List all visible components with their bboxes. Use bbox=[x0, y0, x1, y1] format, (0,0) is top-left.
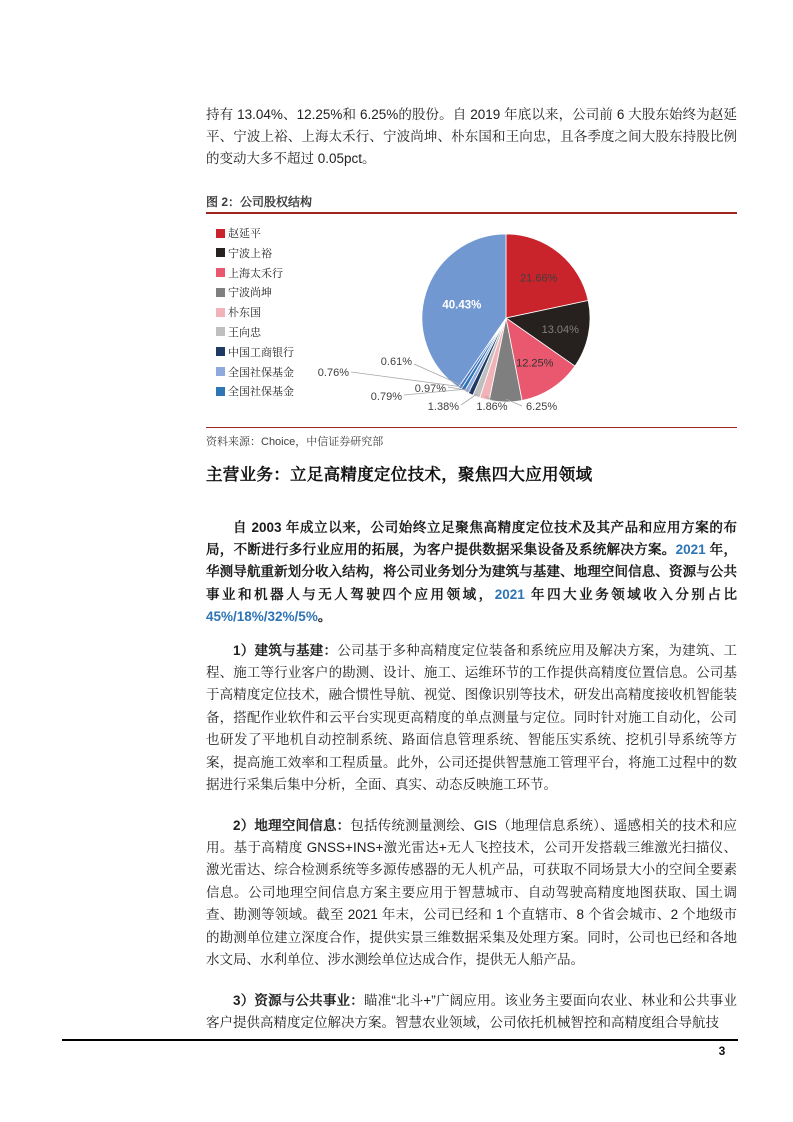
legend-swatch-icon bbox=[216, 268, 225, 277]
legend-swatch-icon bbox=[216, 327, 225, 336]
legend-item bbox=[216, 366, 294, 378]
legend-swatch-icon bbox=[216, 248, 225, 257]
pie-data-label: 0.79% bbox=[370, 391, 402, 403]
page-number: 3 bbox=[718, 1044, 726, 1058]
legend-item bbox=[216, 385, 294, 397]
pie-chart bbox=[206, 214, 737, 427]
legend-label: 全国社保基金 bbox=[228, 366, 294, 379]
leader-line bbox=[461, 394, 477, 405]
pie-data-label: 0.97% bbox=[414, 383, 446, 395]
section-lead-paragraph bbox=[206, 517, 737, 629]
paragraph-body: 公司基于多种高精度定位装备和系统应用及解决方案，为建筑、工程、施工等行业客户的勘测、设计、施工、运维环节的工作提供高精度位置信息。公司基于高精度定位技术，融合惯性导航、视觉、图像识别等技术，研发出高精度接收机智能装备，搭配作业软件和云平台实现更高精度的单点测量与定位。同时针对施工自动化，公司也研发了平地机自动控制系统、路面信息管理系统、智能压实系统、挖机引导系统等方案，提高施工效率和工程质量。此外，公司还提供智慧施工管理平台，将施工过程中的数据进行采集后集中分析，全面、真实、动态反映施工环节。 bbox=[206, 642, 737, 792]
pie-data-label: 21.66% bbox=[520, 272, 558, 285]
lead-run: 2021 bbox=[675, 541, 706, 557]
footer-rule bbox=[62, 1039, 738, 1041]
section-heading: 主营业务：立足高精度定位技术，聚焦四大应用领域 bbox=[206, 466, 593, 484]
legend-label: 朴东国 bbox=[228, 307, 261, 320]
pie-data-label: 1.86% bbox=[476, 401, 508, 413]
pie-data-label: 0.76% bbox=[317, 367, 349, 379]
paragraph-lead: 3）资源与公共事业： bbox=[233, 992, 364, 1008]
lead-run: 年，华测导航重新划分收入结构，将公司业务划分为建筑与基建、地理空间信息、资源与公共事业和机器人与无人驾驶四个应用领域， bbox=[206, 541, 737, 602]
legend-swatch-icon bbox=[216, 229, 225, 238]
business-paragraph-3 bbox=[206, 990, 737, 1035]
pie-data-label: 6.25% bbox=[526, 401, 558, 413]
paragraph-body: 包括传统测量测绘、GIS（地理信息系统）、遥感相关的技术和应用。基于高精度 GNSS+INS+激光雷达+无人飞控技术，公司开发搭载三维激光扫描仪、激光雷达、综合检测系统等多源传感器的无人机产品，可获取不同场景大小的空间全要素信息。公司地理空间信息方案主要应用于智慧城市、自动驾驶高精度地图获取、国土调查、勘测等领域。截至 2021 年末，公司已经和 1 个直辖市、8 个省会城市、2 个地级市的勘测单位建立深度合作，提供实景三维数据采集及处理方案。同时，公司也已经和各地水文局、水利单位、涉水测绘单位达成合作，提供无人船产品。 bbox=[206, 817, 737, 967]
legend-label: 全国社保基金 bbox=[228, 386, 294, 399]
intro-paragraph: 持有 13.04%、12.25%和 6.25%的股份。自 2019 年底以来，公司前 6 大股东始终为赵延平、宁波上裕、上海太禾行、宁波尚坤、朴东国和王向忠，且各季度之间大股东持股比例的变动大多不超过 0.05pct。 bbox=[206, 106, 737, 167]
legend-item bbox=[216, 286, 294, 298]
paragraph-lead: 2）地理空间信息： bbox=[233, 817, 351, 833]
figure-title: 图 2：公司股权结构 bbox=[206, 195, 737, 214]
paragraph-body: 瞄准“北斗+”广阔应用。该业务主要面向农业、林业和公共事业客户提供高精度定位解决方案。智慧农业领域，公司依托机械智控和高精度组合导航技 bbox=[206, 992, 737, 1030]
figure-block bbox=[206, 195, 737, 449]
legend-label: 宁波尚坤 bbox=[228, 287, 272, 300]
legend-label: 中国工商银行 bbox=[228, 346, 294, 359]
legend-item bbox=[216, 227, 294, 239]
chart-legend bbox=[216, 227, 294, 397]
legend-swatch-icon bbox=[216, 387, 225, 396]
legend-swatch-icon bbox=[216, 288, 225, 297]
pie-data-label: 1.38% bbox=[427, 401, 459, 413]
legend-item bbox=[216, 346, 294, 358]
lead-run: 年四大业务领域收入分别占比 bbox=[524, 586, 737, 602]
legend-swatch-icon bbox=[216, 308, 225, 317]
paragraph-lead: 1）建筑与基建： bbox=[233, 642, 338, 658]
pie-data-label: 13.04% bbox=[541, 324, 579, 336]
business-paragraph-1 bbox=[206, 640, 737, 797]
legend-label: 宁波上裕 bbox=[228, 247, 272, 260]
legend-label: 赵延平 bbox=[228, 228, 261, 240]
pie-data-label: 40.43% bbox=[442, 299, 482, 312]
lead-run: 。 bbox=[317, 609, 332, 625]
legend-swatch-icon bbox=[216, 347, 225, 356]
source-note: 资料来源：Choice，中信证券研究部 bbox=[206, 427, 737, 449]
legend-label: 上海太禾行 bbox=[228, 267, 283, 280]
legend-item bbox=[216, 326, 294, 338]
legend-swatch-icon bbox=[216, 367, 225, 376]
legend-item bbox=[216, 247, 294, 259]
legend-item bbox=[216, 306, 294, 318]
lead-run: 2021 bbox=[494, 586, 525, 602]
legend-item bbox=[216, 267, 294, 279]
pie-data-label: 0.61% bbox=[380, 356, 412, 368]
lead-run: 45%/18%/32%/5% bbox=[206, 609, 318, 625]
business-paragraph-2 bbox=[206, 815, 737, 972]
legend-label: 王向忠 bbox=[228, 326, 261, 339]
lead-run: 自 2003 年成立以来，公司始终立足聚焦高精度定位技术及其产品和应用方案的布局，不断进行多行业应用的拓展，为客户提供数据采集设备及系统解决方案。 bbox=[206, 519, 737, 557]
pie-data-label: 12.25% bbox=[516, 357, 554, 370]
